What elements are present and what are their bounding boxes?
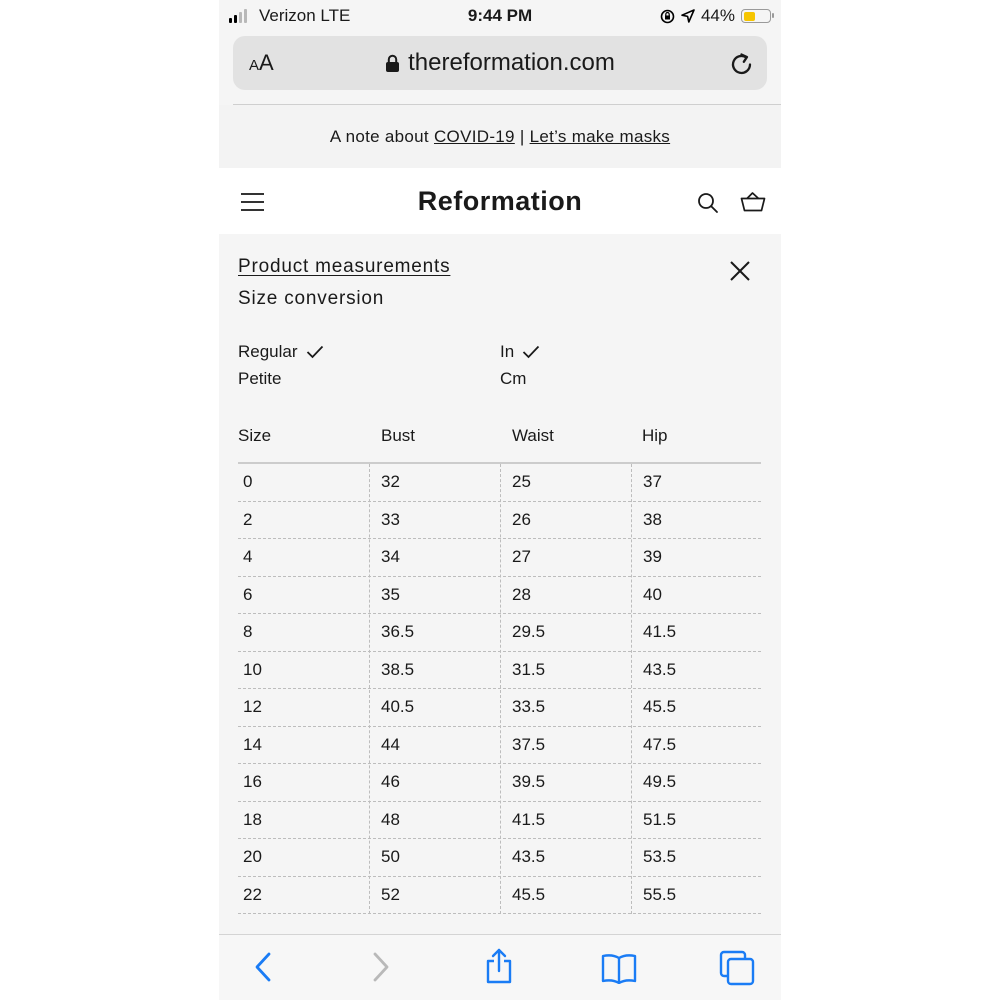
option-cm-label: Cm [500, 369, 527, 388]
tab-size-conversion[interactable]: Size conversion [238, 288, 385, 309]
waist-cell: 25 [512, 472, 531, 491]
size-cell: 8 [243, 622, 253, 641]
aa-small: A [249, 57, 260, 74]
close-icon[interactable] [729, 260, 751, 282]
column-divider [500, 464, 501, 914]
phone-screen [219, 0, 781, 1000]
bust-cell: 48 [381, 809, 400, 829]
bust-cell: 36.5 [381, 622, 415, 641]
size-cell: 2 [243, 509, 253, 529]
option-cm[interactable] [500, 369, 526, 389]
clock: 9:44 PM [467, 6, 533, 25]
banner-separator: | [514, 127, 530, 146]
back-icon[interactable] [253, 951, 273, 983]
waist-cell: 27 [512, 547, 531, 566]
waist-cell: 39.5 [512, 772, 546, 791]
forward-icon[interactable] [371, 951, 391, 983]
site-header [219, 168, 781, 234]
bookmarks-icon[interactable] [601, 952, 637, 984]
carrier-label: Verizon LTE [259, 6, 351, 25]
bust-cell: 40.5 [381, 697, 415, 716]
hip-cell: 49.5 [643, 772, 677, 791]
size-cell: 16 [243, 772, 262, 791]
battery-percent: 44% [700, 6, 735, 25]
reader-options-button[interactable] [249, 50, 274, 76]
waist-cell: 37.5 [512, 734, 546, 754]
battery-icon [741, 9, 771, 23]
tabs-icon[interactable] [719, 950, 755, 986]
hip-cell: 55.5 [643, 884, 677, 904]
option-petite[interactable] [238, 369, 281, 389]
hamburger-menu-icon[interactable] [241, 193, 264, 217]
signal-icon [229, 9, 247, 23]
bust-cell: 35 [381, 584, 400, 604]
size-panel [219, 234, 781, 934]
url-display[interactable] [233, 49, 767, 77]
bust-cell: 32 [381, 472, 400, 491]
covid-link[interactable]: COVID-19 [433, 127, 515, 146]
option-inches-label: In [500, 342, 515, 361]
tab-product-measurements[interactable]: Product measurements [238, 256, 451, 277]
size-cell: 10 [243, 659, 262, 679]
hip-cell: 51.5 [643, 809, 677, 829]
bust-cell: 44 [381, 734, 400, 754]
column-header-hip: Hip [642, 426, 668, 445]
hip-cell: 39 [643, 547, 662, 566]
waist-cell: 31.5 [512, 659, 546, 679]
option-regular-label: Regular [238, 342, 298, 361]
bust-cell: 46 [381, 772, 400, 791]
hip-cell: 41.5 [643, 622, 677, 641]
hip-cell: 47.5 [643, 734, 677, 754]
column-divider [369, 464, 370, 914]
waist-cell: 28 [512, 584, 531, 604]
waist-cell: 29.5 [512, 622, 546, 641]
size-cell: 20 [243, 847, 262, 866]
location-icon [681, 9, 695, 23]
status-indicators [660, 6, 771, 26]
column-header-size: Size [238, 426, 272, 445]
battery-fill [744, 12, 755, 21]
waist-cell: 41.5 [512, 809, 546, 829]
share-icon[interactable] [483, 947, 515, 985]
url-text: thereformation.com [408, 49, 615, 76]
checkmark-icon [306, 345, 324, 359]
bust-cell: 38.5 [381, 659, 415, 679]
column-divider [631, 464, 632, 914]
masks-link[interactable]: Let’s make masks [529, 127, 671, 146]
status-bar [219, 0, 781, 32]
bust-cell: 50 [381, 847, 400, 866]
size-cell: 4 [243, 547, 253, 566]
hip-cell: 45.5 [643, 697, 677, 716]
waist-cell: 43.5 [512, 847, 546, 866]
waist-cell: 45.5 [512, 884, 546, 904]
address-bar[interactable] [233, 36, 767, 90]
bust-cell: 34 [381, 547, 400, 566]
option-petite-label: Petite [238, 369, 282, 388]
bust-cell: 33 [381, 509, 400, 529]
hip-cell: 37 [643, 472, 662, 491]
lock-icon [385, 54, 400, 73]
reload-icon[interactable] [729, 49, 755, 77]
option-regular[interactable] [238, 342, 324, 362]
checkmark-icon [522, 345, 540, 359]
waist-cell: 26 [512, 509, 531, 529]
orientation-lock-icon [660, 9, 675, 24]
hip-cell: 38 [643, 509, 662, 529]
site-logo[interactable]: Reformation [417, 186, 583, 216]
column-header-waist: Waist [512, 426, 554, 445]
size-cell: 14 [243, 734, 262, 754]
column-header-bust: Bust [381, 426, 416, 445]
hip-cell: 40 [643, 584, 662, 604]
option-inches[interactable] [500, 342, 540, 362]
basket-icon[interactable] [740, 192, 766, 212]
size-cell: 22 [243, 884, 262, 904]
covid-banner [219, 105, 781, 168]
waist-cell: 33.5 [512, 697, 546, 716]
hip-cell: 43.5 [643, 659, 677, 679]
size-cell: 6 [243, 584, 253, 604]
banner-prefix: A note about [329, 127, 434, 146]
size-cell: 0 [243, 472, 253, 491]
search-icon[interactable] [697, 192, 719, 214]
browser-toolbar [219, 934, 781, 1000]
aa-large: A [259, 50, 274, 75]
hip-cell: 53.5 [643, 847, 677, 866]
bust-cell: 52 [381, 884, 400, 904]
size-cell: 18 [243, 809, 262, 829]
size-cell: 12 [243, 697, 262, 716]
